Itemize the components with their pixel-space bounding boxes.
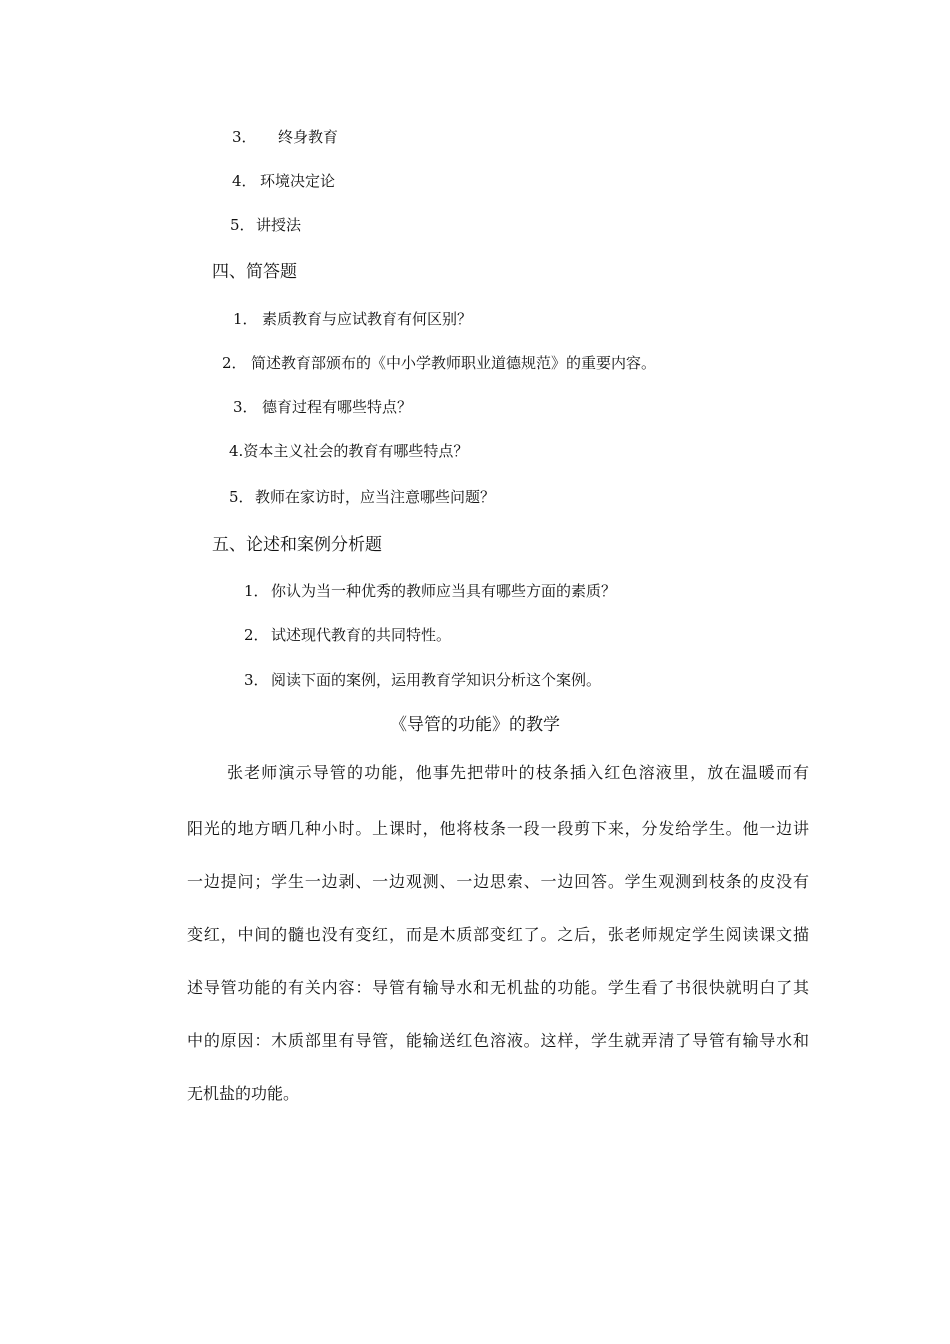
case-paragraph-line: 中的原因：木质部里有导管，能输送红色溶液。这样，学生就弄清了导管有输导水和 xyxy=(187,1031,809,1050)
list-item xyxy=(229,487,495,507)
list-item xyxy=(244,581,616,601)
item-text: 阅读下面的案例，运用教育学知识分析这个案例。 xyxy=(271,671,602,689)
section-heading: 四、简答题 xyxy=(212,262,297,282)
item-text: 教师在家访时，应当注意哪些问题？ xyxy=(255,488,496,506)
case-paragraph-line: 张老师演示导管的功能，他事先把带叶的枝条插入红色溶液里，放在温暖而有 xyxy=(227,763,809,782)
list-item xyxy=(232,171,335,191)
item-number: 1． xyxy=(244,582,269,600)
list-item xyxy=(229,441,468,461)
section-heading: 五、论述和案例分析题 xyxy=(212,535,382,555)
list-item xyxy=(244,625,451,645)
item-text: 环境决定论 xyxy=(260,172,336,190)
case-paragraph-line: 无机盐的功能。 xyxy=(187,1084,300,1103)
item-number: 1． xyxy=(233,310,258,328)
list-item xyxy=(233,397,412,417)
item-number: 5． xyxy=(229,488,254,506)
case-title: 《导管的功能》的教学 xyxy=(390,715,560,735)
list-item xyxy=(244,670,601,690)
item-text: 讲授法 xyxy=(256,216,302,234)
list-item xyxy=(233,309,472,329)
case-paragraph-line: 阳光的地方晒几种小时。上课时，他将枝条一段一段剪下来，分发给学生。他一边讲 xyxy=(187,819,809,838)
case-paragraph-line: 一边提问；学生一边剥、一边观测、一边思索、一边回答。学生观测到枝条的皮没有 xyxy=(187,872,809,891)
list-item xyxy=(222,353,656,373)
item-text: 简述教育部颁布的《中小学教师职业道德规范》的重要内容。 xyxy=(251,354,657,372)
item-number: 4. xyxy=(229,442,244,460)
list-item xyxy=(232,127,338,147)
item-text: 你认为当一种优秀的教师应当具有哪些方面的素质？ xyxy=(271,582,617,600)
item-text: 资本主义社会的教育有哪些特点？ xyxy=(243,442,469,460)
item-number: 2． xyxy=(222,354,247,372)
item-number: 5． xyxy=(230,216,255,234)
case-paragraph-line: 变红，中间的髓也没有变红，而是木质部变红了。之后，张老师规定学生阅读课文描 xyxy=(187,925,809,944)
item-text: 试述现代教育的共同特性。 xyxy=(271,626,452,644)
item-number: 3． xyxy=(233,398,258,416)
item-number: 4． xyxy=(232,172,257,190)
item-text: 素质教育与应试教育有何区别？ xyxy=(262,310,473,328)
list-item xyxy=(230,215,301,235)
item-text: 德育过程有哪些特点？ xyxy=(262,398,413,416)
item-text: 终身教育 xyxy=(278,128,339,146)
item-number: 2． xyxy=(244,626,269,644)
case-paragraph-line: 述导管功能的有关内容：导管有输导水和无机盐的功能。学生看了书很快就明白了其 xyxy=(187,978,809,997)
item-number: 3． xyxy=(244,671,269,689)
item-number: 3． xyxy=(232,128,257,146)
